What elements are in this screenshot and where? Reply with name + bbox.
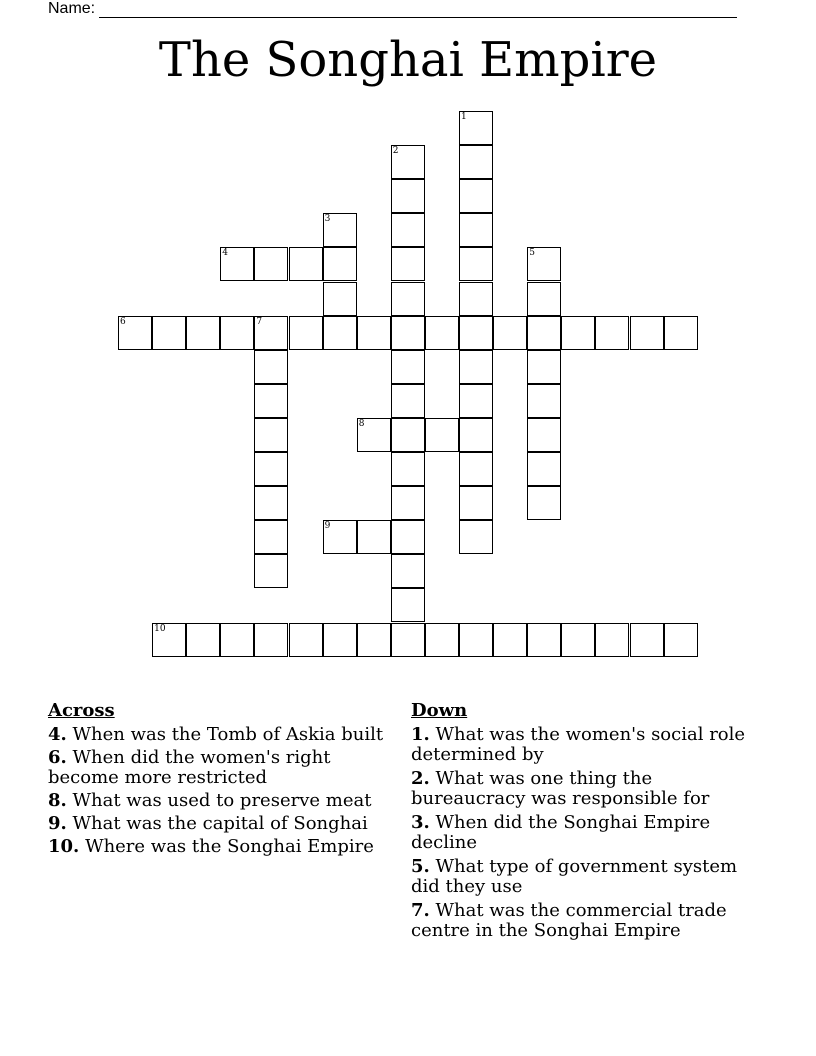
cell-number: 8 — [358, 418, 365, 429]
crossword-cell[interactable] — [254, 623, 288, 657]
cell-number: 7 — [256, 316, 263, 327]
crossword-cell[interactable] — [391, 145, 425, 179]
crossword-cell[interactable] — [152, 316, 186, 350]
cell-number: 10 — [154, 623, 166, 634]
clue-text: What was the commercial trade centre in the Songhai Empire — [411, 900, 727, 941]
crossword-cell[interactable] — [391, 316, 425, 350]
cell-number: 4 — [222, 248, 229, 259]
crossword-cell[interactable] — [527, 350, 561, 384]
crossword-cell[interactable] — [357, 418, 391, 452]
crossword-cell[interactable] — [391, 588, 425, 622]
crossword-cell[interactable] — [459, 520, 493, 554]
crossword-cell[interactable] — [527, 452, 561, 486]
crossword-cell[interactable] — [459, 623, 493, 657]
cell-number: 5 — [529, 248, 535, 259]
cell-number: 3 — [324, 214, 331, 225]
crossword-cell[interactable] — [425, 623, 459, 657]
crossword-cell[interactable] — [220, 316, 254, 350]
crossword-cell[interactable] — [459, 384, 493, 418]
clue-down-5 — [411, 857, 761, 897]
clue-number: 9. — [48, 813, 67, 834]
clue-text: What was the women's social role determined by — [411, 724, 746, 765]
clue-number: 5. — [411, 856, 430, 877]
crossword-cell[interactable] — [152, 623, 186, 657]
clue-text: What was used to preserve meat — [72, 790, 372, 811]
clue-across-4 — [48, 725, 388, 745]
cell-number: 6 — [120, 316, 126, 327]
crossword-cell[interactable] — [186, 316, 220, 350]
crossword-cell[interactable] — [220, 247, 254, 281]
crossword-cell[interactable] — [323, 623, 357, 657]
crossword-cell[interactable] — [254, 316, 288, 350]
crossword-cell[interactable] — [391, 554, 425, 588]
crossword-cell[interactable] — [459, 350, 493, 384]
crossword-cell[interactable] — [493, 623, 527, 657]
clue-number: 1. — [411, 724, 430, 745]
crossword-cell[interactable] — [391, 350, 425, 384]
crossword-cell[interactable] — [527, 623, 561, 657]
clue-across-8 — [48, 791, 388, 811]
crossword-cell[interactable] — [459, 213, 493, 247]
crossword-cell[interactable] — [459, 316, 493, 350]
crossword-cell[interactable] — [561, 623, 595, 657]
clue-text: Where was the Songhai Empire — [85, 836, 374, 857]
crossword-cell[interactable] — [254, 247, 288, 281]
crossword-cell[interactable] — [254, 418, 288, 452]
clue-across-6 — [48, 748, 388, 788]
clue-number: 4. — [48, 724, 67, 745]
crossword-cell[interactable] — [527, 316, 561, 350]
clue-across-10 — [48, 837, 388, 857]
clue-number: 7. — [411, 900, 430, 921]
crossword-cell[interactable] — [254, 520, 288, 554]
crossword-cell[interactable] — [323, 213, 357, 247]
clue-down-2 — [411, 769, 761, 809]
crossword-cell[interactable] — [595, 623, 629, 657]
crossword-cell[interactable] — [391, 418, 425, 452]
name-label: Name: — [48, 0, 96, 17]
crossword-cell[interactable] — [254, 452, 288, 486]
crossword-cell[interactable] — [391, 452, 425, 486]
clue-text: What was the capital of Songhai — [72, 813, 368, 834]
crossword-cell[interactable] — [220, 623, 254, 657]
crossword-cell[interactable] — [630, 316, 664, 350]
clue-number: 8. — [48, 790, 67, 811]
crossword-cell[interactable] — [630, 623, 664, 657]
crossword-cell[interactable] — [323, 247, 357, 281]
crossword-cell[interactable] — [391, 486, 425, 520]
clue-text: What type of government system did they use — [411, 856, 738, 897]
clue-down-3 — [411, 813, 761, 853]
crossword-cell[interactable] — [391, 213, 425, 247]
crossword-cell[interactable] — [425, 418, 459, 452]
crossword-cell[interactable] — [459, 247, 493, 281]
cell-number: 1 — [461, 112, 467, 122]
crossword-cell[interactable] — [289, 316, 323, 350]
cell-number: 2 — [392, 146, 399, 157]
crossword-cell[interactable] — [357, 316, 391, 350]
crossword-cell[interactable] — [323, 520, 357, 554]
clue-text: What was one thing the bureaucracy was responsible for — [411, 768, 710, 809]
crossword-cell[interactable] — [357, 520, 391, 554]
down-clues — [411, 701, 761, 945]
crossword-cell[interactable] — [527, 282, 561, 316]
name-underline[interactable] — [99, 3, 737, 18]
crossword-cell[interactable] — [459, 111, 493, 145]
clue-down-7 — [411, 901, 761, 941]
crossword-cell[interactable] — [323, 316, 357, 350]
crossword-cell[interactable] — [459, 179, 493, 213]
crossword-cell[interactable] — [391, 282, 425, 316]
crossword-cell[interactable] — [289, 623, 323, 657]
crossword-cell[interactable] — [425, 316, 459, 350]
crossword-cell[interactable] — [118, 316, 152, 350]
crossword-cell[interactable] — [391, 247, 425, 281]
crossword-cell[interactable] — [595, 316, 629, 350]
crossword-cell[interactable] — [664, 623, 698, 657]
across-clues — [48, 701, 388, 860]
crossword-cell[interactable] — [254, 350, 288, 384]
crossword-cell[interactable] — [561, 316, 595, 350]
crossword-cell[interactable] — [391, 520, 425, 554]
across-heading: Across — [48, 700, 115, 721]
clue-text: When did the women's right become more restricted — [48, 747, 331, 788]
crossword-cell[interactable] — [254, 554, 288, 588]
crossword-cell[interactable] — [527, 418, 561, 452]
down-heading: Down — [411, 700, 468, 721]
crossword-cell[interactable] — [254, 384, 288, 418]
crossword-cell[interactable] — [527, 384, 561, 418]
clue-text: When did the Songhai Empire decline — [411, 812, 711, 853]
page-title: The Songhai Empire — [158, 32, 658, 88]
clue-across-9 — [48, 814, 388, 834]
crossword-cell[interactable] — [391, 384, 425, 418]
clue-text: When was the Tomb of Askia built — [72, 724, 384, 745]
crossword-cell[interactable] — [289, 247, 323, 281]
crossword-cell[interactable] — [357, 623, 391, 657]
crossword-cell[interactable] — [527, 247, 561, 281]
crossword-cell[interactable] — [391, 623, 425, 657]
clue-number: 6. — [48, 747, 67, 768]
clue-number: 3. — [411, 812, 430, 833]
crossword-cell[interactable] — [459, 418, 493, 452]
crossword-cell[interactable] — [493, 316, 527, 350]
crossword-cell[interactable] — [459, 452, 493, 486]
crossword-cell[interactable] — [391, 179, 425, 213]
crossword-cell[interactable] — [459, 282, 493, 316]
crossword-cell[interactable] — [186, 623, 220, 657]
clue-number: 10. — [48, 836, 80, 857]
crossword-cell[interactable] — [664, 316, 698, 350]
crossword-cell[interactable] — [459, 145, 493, 179]
cell-number: 9 — [324, 521, 331, 532]
clue-down-1 — [411, 725, 761, 765]
crossword-cell[interactable] — [527, 486, 561, 520]
crossword-cell[interactable] — [459, 486, 493, 520]
crossword-cell[interactable] — [323, 282, 357, 316]
crossword-cell[interactable] — [254, 486, 288, 520]
name-field — [48, 0, 737, 18]
clue-number: 2. — [411, 768, 430, 789]
